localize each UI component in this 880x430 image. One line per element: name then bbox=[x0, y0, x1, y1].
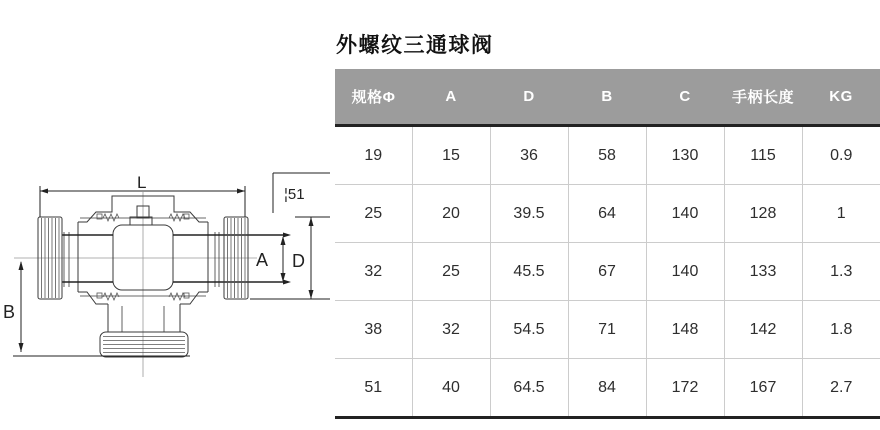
table-cell: 64 bbox=[568, 185, 646, 243]
column-header-6: KG bbox=[802, 69, 880, 126]
column-header-0: 规格Φ bbox=[335, 69, 412, 126]
table-cell: 39.5 bbox=[490, 185, 568, 243]
table-cell: 67 bbox=[568, 243, 646, 301]
table-cell: 84 bbox=[568, 359, 646, 418]
table-row bbox=[335, 243, 880, 301]
table-row bbox=[335, 185, 880, 243]
table-cell: 140 bbox=[646, 243, 724, 301]
table-cell: 172 bbox=[646, 359, 724, 418]
column-header-2: D bbox=[490, 69, 568, 126]
column-header-1: A bbox=[412, 69, 490, 126]
bottom-thread bbox=[100, 332, 188, 357]
dimension-A bbox=[281, 233, 292, 285]
table-cell: 45.5 bbox=[490, 243, 568, 301]
table-cell: 64.5 bbox=[490, 359, 568, 418]
dimension-B bbox=[13, 261, 190, 356]
table-cell: 38 bbox=[335, 301, 412, 359]
table-cell: 133 bbox=[724, 243, 802, 301]
table-cell: 25 bbox=[412, 243, 490, 301]
table-cell: 58 bbox=[568, 126, 646, 185]
table-cell: 115 bbox=[724, 126, 802, 185]
column-header-5: 手柄长度 bbox=[724, 69, 802, 126]
dim-label-B: B bbox=[3, 302, 16, 322]
table-row bbox=[335, 359, 880, 418]
valve-technical-drawing bbox=[0, 0, 330, 430]
table-row bbox=[335, 301, 880, 359]
page-title: 外螺纹三通球阀 bbox=[336, 34, 494, 57]
table-cell: 40 bbox=[412, 359, 490, 418]
table-cell: 148 bbox=[646, 301, 724, 359]
dim-label-A: A bbox=[256, 250, 269, 270]
table-cell: 1 bbox=[802, 185, 880, 243]
pipe-edges bbox=[62, 235, 288, 282]
table-cell: 54.5 bbox=[490, 301, 568, 359]
table-cell: 71 bbox=[568, 301, 646, 359]
dim-label-D: D bbox=[292, 251, 305, 271]
spec-table bbox=[335, 69, 880, 419]
column-header-3: B bbox=[568, 69, 646, 126]
table-cell: 20 bbox=[412, 185, 490, 243]
table-cell: 140 bbox=[646, 185, 724, 243]
table-cell: 1.3 bbox=[802, 243, 880, 301]
column-header-4: C bbox=[646, 69, 724, 126]
table-cell: 32 bbox=[335, 243, 412, 301]
table-cell: 15 bbox=[412, 126, 490, 185]
table-cell: 130 bbox=[646, 126, 724, 185]
table-cell: 0.9 bbox=[802, 126, 880, 185]
dim-label-L: L bbox=[137, 173, 147, 192]
table-cell: 25 bbox=[335, 185, 412, 243]
table-cell: 36 bbox=[490, 126, 568, 185]
table-cell: 2.7 bbox=[802, 359, 880, 418]
table-cell: 142 bbox=[724, 301, 802, 359]
corner-note: ¦51 bbox=[284, 186, 305, 203]
table-header-row bbox=[335, 69, 880, 126]
table-cell: 32 bbox=[412, 301, 490, 359]
table-row bbox=[335, 126, 880, 185]
table-body bbox=[335, 126, 880, 418]
valve-body-outline bbox=[64, 196, 219, 332]
table-cell: 51 bbox=[335, 359, 412, 418]
table-cell: 128 bbox=[724, 185, 802, 243]
table-cell: 1.8 bbox=[802, 301, 880, 359]
table-cell: 19 bbox=[335, 126, 412, 185]
table-cell: 167 bbox=[724, 359, 802, 418]
